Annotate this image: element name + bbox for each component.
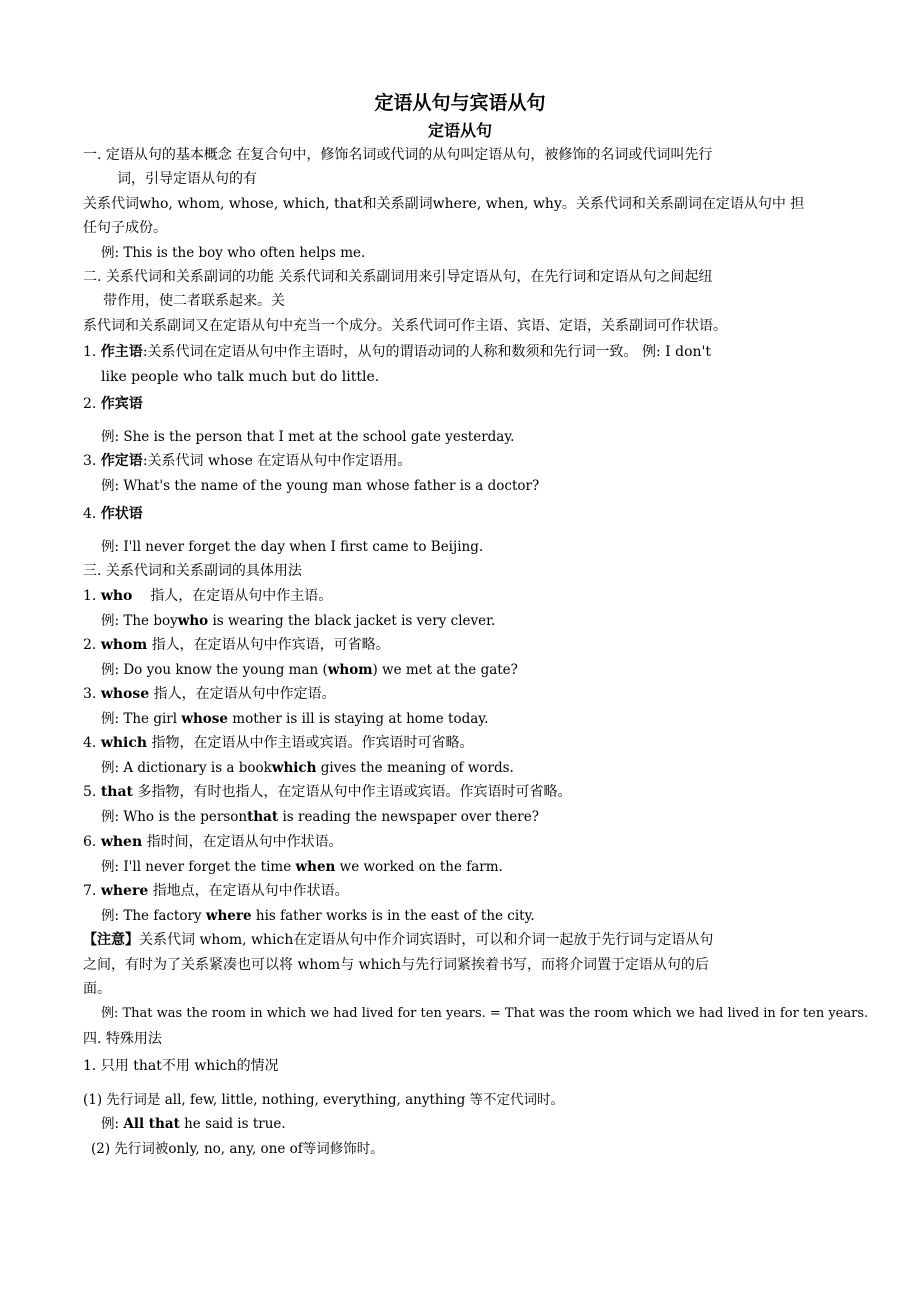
paragraph-line: 一. 定语从句的基本概念 在复合句中，修饰名词或代词的从句叫定语从句，被修饰的名词或代词叫先行: [83, 147, 713, 163]
item-text: 指人，在定语从句中作宾语，可省略。: [151, 637, 390, 653]
item-text: 指地点，在定语从句中作状语。: [152, 883, 349, 899]
list-item: [83, 587, 332, 605]
item-number: 6.: [83, 834, 97, 850]
subsection-heading: 1. 只用 that不用 which的情况: [83, 1058, 279, 1074]
paragraph-line: 任句子成份。: [83, 220, 167, 236]
list-item: [83, 685, 336, 703]
item-term: who: [100, 588, 133, 604]
paragraph-line: 二. 关系代词和关系副词的功能 关系代词和关系副词用来引导定语从句，在先行词和定语从句之间起纽: [83, 269, 713, 285]
item-term: 作主语: [100, 344, 143, 360]
note-line: [83, 931, 713, 949]
list-item: [83, 343, 711, 361]
paragraph-line: (2) 先行词被only, no, any, one of等词修饰时。: [91, 1141, 384, 1157]
example-line: 例: What's the name of the young man whose father is a doctor?: [101, 478, 540, 494]
item-text: :关系代词在定语从句中作主语时，从句的谓语动词的人称和数须和先行词一致。 例: I don't: [142, 344, 712, 360]
item-number: 7.: [83, 883, 97, 899]
paragraph-line: 关系代词who, whom, whose, which, that和关系副词where, when, why。关系代词和关系副词在定语从句中 担: [83, 196, 805, 212]
paragraph-line: 之间，有时为了关系紧凑也可以将 whom与 which与先行词紧挨着书写，而将介词置于定语从句的后: [83, 957, 709, 973]
item-text: 指物，在定语从中作主语或宾语。作宾语时可省略。: [151, 735, 474, 751]
item-term: where: [100, 883, 149, 899]
example-line: 例: The boywho is wearing the black jacket is very clever.: [101, 613, 496, 629]
paragraph-line: 词，引导定语从句的有: [117, 171, 257, 187]
item-term: that: [100, 784, 133, 800]
item-number: 2.: [83, 637, 97, 653]
item-text: :关系代词 whose 在定语从句中作定语用。: [142, 453, 412, 469]
section-heading: 四. 特殊用法: [83, 1031, 162, 1047]
example-line: 例: Do you know the young man (whom) we met at the gate?: [101, 662, 518, 678]
example-line: 例: This is the boy who often helps me.: [101, 245, 366, 261]
item-number: 3.: [83, 453, 97, 469]
item-text: 指人，在定语从句中作主语。: [150, 588, 333, 604]
item-term: 作状语: [100, 506, 143, 522]
section-heading: 三. 关系代词和关系副词的具体用法: [83, 563, 302, 579]
item-term: which: [100, 735, 148, 751]
item-number: 1.: [83, 588, 97, 604]
item-number: 3.: [83, 686, 97, 702]
paragraph-line: (1) 先行词是 all, few, little, nothing, everything, anything 等不定代词时。: [83, 1092, 565, 1108]
item-text: 指时间，在定语从句中作状语。: [146, 834, 343, 850]
item-number: 2.: [83, 396, 97, 412]
example-line: 例: I'll never forget the day when I first came to Beijing.: [101, 539, 484, 555]
example-line: 例: I'll never forget the time when we worked on the farm.: [101, 859, 503, 875]
paragraph-line: 系代词和关系副词又在定语从句中充当一个成分。关系代词可作主语、宾语、定语，关系副词可作状语。: [83, 318, 727, 334]
list-item: [83, 636, 390, 654]
document-title: 定语从句与宾语从句: [374, 92, 546, 114]
example-line: 例: That was the room in which we had lived for ten years. = That was the room which we had lived in for ten years.: [101, 1006, 869, 1021]
item-text: 多指物，有时也指人，在定语从句中作主语或宾语。作宾语时可省略。: [137, 784, 572, 800]
note-text: 关系代词 whom, which在定语从句中作介词宾语时，可以和介词一起放于先行词与定语从句: [139, 932, 714, 948]
item-term: whom: [100, 637, 148, 653]
item-term: whose: [100, 686, 150, 702]
example-line: 例: All that he said is true.: [101, 1116, 286, 1132]
list-item: [83, 783, 571, 801]
list-item: [83, 882, 349, 900]
item-term: 作宾语: [100, 396, 143, 412]
example-line: 例: A dictionary is a bookwhich gives the meaning of words.: [101, 760, 514, 776]
example-line: 例: Who is the personthat is reading the newspaper over there?: [101, 809, 539, 825]
example-line: 例: The girl whose mother is ill is staying at home today.: [101, 711, 489, 727]
item-number: 4.: [83, 735, 97, 751]
list-item: [83, 452, 411, 470]
note-label: 【注意】: [83, 932, 139, 948]
list-item: [83, 395, 143, 413]
paragraph-line: 面。: [83, 981, 111, 997]
item-term: when: [100, 834, 143, 850]
example-line: 例: The factory where his father works is in the east of the city.: [101, 908, 535, 924]
list-item: [83, 833, 343, 851]
item-number: 1.: [83, 344, 97, 360]
item-term: 作定语: [100, 453, 143, 469]
item-number: 5.: [83, 784, 97, 800]
example-line: 例: She is the person that I met at the school gate yesterday.: [101, 429, 515, 445]
list-item: [83, 734, 474, 752]
item-text: 指人，在定语从句中作定语。: [153, 686, 336, 702]
paragraph-line: 带作用，使二者联系起来。关: [103, 293, 285, 309]
section-title: 定语从句: [427, 121, 492, 140]
item-number: 4.: [83, 506, 97, 522]
paragraph-line: like people who talk much but do little.: [101, 369, 380, 385]
list-item: [83, 505, 143, 523]
